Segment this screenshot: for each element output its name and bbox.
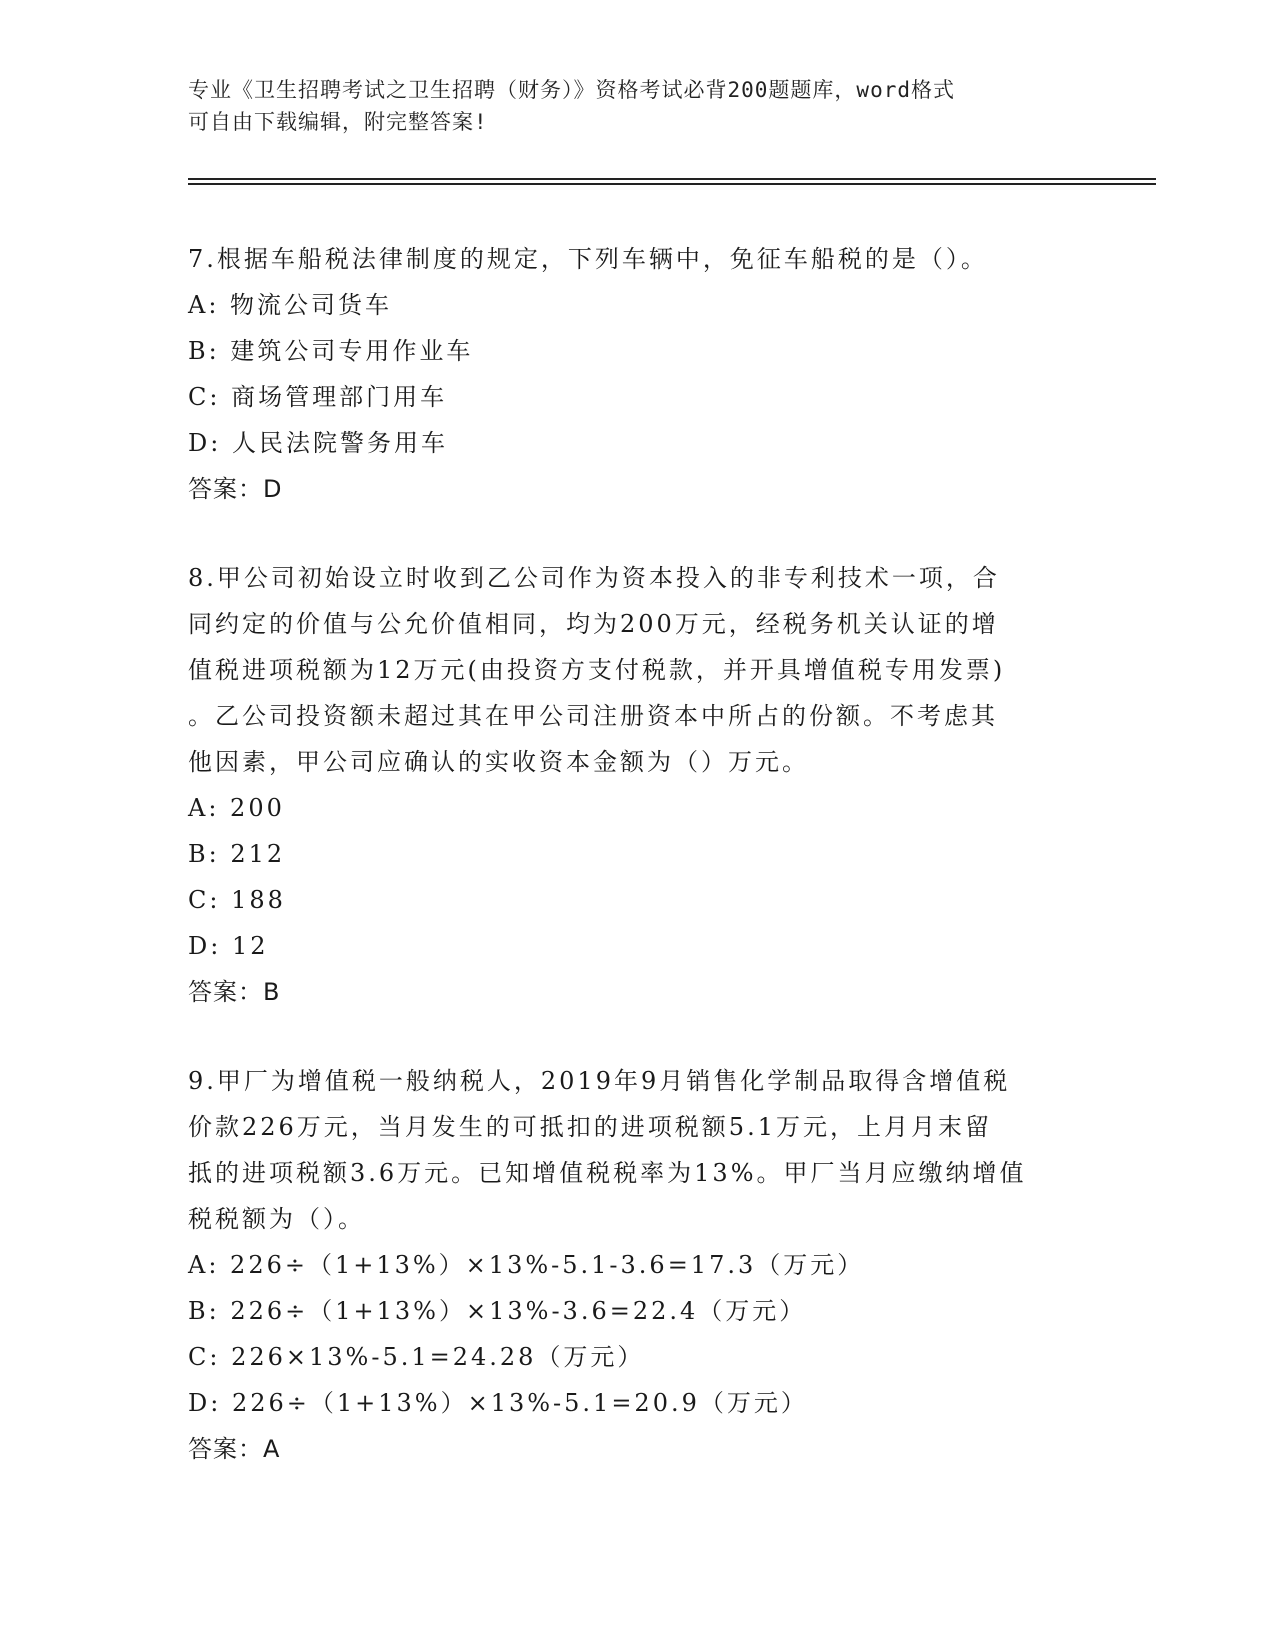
option-d: D: 226÷（1+13%）×13%-5.1=20.9（万元） bbox=[188, 1389, 808, 1417]
header-divider-bottom bbox=[188, 183, 1156, 185]
question-stem-line: 税税额为（）。 bbox=[188, 1205, 365, 1233]
option-c: C: 188 bbox=[188, 886, 286, 914]
question-stem-line: 抵的进项税额3.6万元。已知增值税税率为13%。甲厂当月应缴纳增值 bbox=[188, 1159, 1027, 1187]
question-stem-line: 9.甲厂为增值税一般纳税人，2019年9月销售化学制品取得含增值税 bbox=[188, 1067, 1011, 1095]
option-d: D: 12 bbox=[188, 932, 269, 960]
option-c: C: 226×13%-5.1=24.28（万元） bbox=[188, 1343, 645, 1371]
question-stem-line: 。乙公司投资额未超过其在甲公司注册资本中所占的份额。不考虑其 bbox=[188, 702, 998, 730]
answer: 答案：B bbox=[188, 978, 281, 1006]
option-b: B: 建筑公司专用作业车 bbox=[188, 337, 474, 365]
option-b: B: 226÷（1+13%）×13%-3.6=22.4（万元） bbox=[188, 1297, 807, 1325]
header-divider-top bbox=[188, 178, 1156, 180]
answer: 答案：D bbox=[188, 475, 283, 503]
question-8 bbox=[188, 555, 1088, 1015]
question-stem-line: 价款226万元，当月发生的可抵扣的进项税额5.1万元，上月月末留 bbox=[188, 1113, 992, 1141]
header-line-2: 可自由下载编辑，附完整答案! bbox=[188, 110, 488, 134]
option-b: B: 212 bbox=[188, 840, 286, 868]
option-c: C: 商场管理部门用车 bbox=[188, 383, 448, 411]
question-stem-line: 同约定的价值与公允价值相同，均为200万元，经税务机关认证的增 bbox=[188, 610, 999, 638]
header-line-1: 专业《卫生招聘考试之卫生招聘（财务）》资格考试必背200题题库，word格式 bbox=[188, 78, 955, 102]
option-a: A: 200 bbox=[188, 794, 285, 822]
question-stem-line: 他因素，甲公司应确认的实收资本金额为（）万元。 bbox=[188, 748, 809, 776]
option-a: A: 物流公司货车 bbox=[188, 291, 393, 319]
question-stem-line: 8.甲公司初始设立时收到乙公司作为资本投入的非专利技术一项，合 bbox=[188, 564, 1000, 592]
question-stem-line: 7.根据车船税法律制度的规定，下列车辆中，免征车船税的是（）。 bbox=[188, 245, 988, 273]
option-a: A: 226÷（1+13%）×13%-5.1-3.6=17.3（万元） bbox=[188, 1251, 865, 1279]
answer: 答案：A bbox=[188, 1435, 281, 1463]
question-7 bbox=[188, 236, 1088, 512]
question-9 bbox=[188, 1058, 1088, 1472]
option-d: D: 人民法院警务用车 bbox=[188, 429, 448, 457]
document-header bbox=[188, 74, 1088, 138]
question-stem-line: 值税进项税额为12万元(由投资方支付税款，并开具增值税专用发票) bbox=[188, 656, 1006, 684]
